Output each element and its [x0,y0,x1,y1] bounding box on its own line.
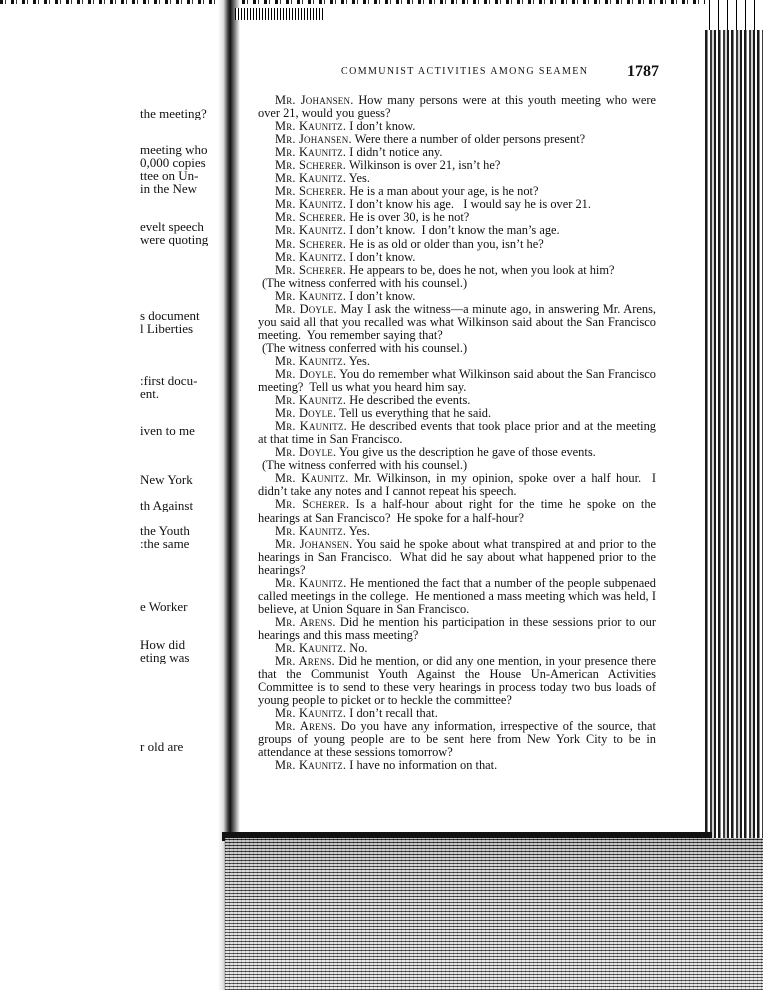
scan-right-edge-top [705,0,763,30]
speaker-name: Mr. Kaunitz. [275,119,347,134]
speaker-name: Mr. Johansen. [275,536,353,551]
speaker-name: Mr. Kaunitz. [275,249,347,264]
testimony-paragraph [258,301,660,342]
speech-text: He is as old or older than you, isn’t he? [346,236,544,251]
speaker-name: Mr. Scherer. [275,158,347,173]
speech-text: I don’t know. [346,119,416,134]
speech-text: (The witness conferred with his counsel.) [262,458,468,473]
page-number: 1787 [627,63,659,80]
speech-text: No. [346,640,368,655]
scan-top-edge [0,0,763,4]
speech-text: I have no information on that. [346,758,498,773]
testimony-paragraph [258,614,660,642]
fragment-line: l Liberties [140,321,194,335]
speaker-name: Mr. Scherer. [275,236,347,251]
left-page-fragment [140,600,218,613]
fragment-line: New York [140,473,193,486]
fragment-line: eting was [140,650,190,664]
testimony-paragraph [258,575,660,616]
speaker-name: Mr. Kaunitz. [275,197,347,212]
running-head: COMMUNIST ACTIVITIES AMONG SEAMEN [341,66,589,77]
fragment-line: e Worker [140,600,188,613]
left-page-fragment [140,638,218,664]
speaker-name: Mr. Kaunitz. [275,171,347,186]
testimony-paragraph [258,497,660,525]
speech-text: (The witness conferred with his counsel.) [262,275,468,290]
testimony-paragraph [258,759,656,772]
fragment-line: ent. [140,386,160,400]
speech-text: You said he spoke about what transpired at and prior to the hearings in San Francisco. What did he say about what happened prior to the hearings? [258,536,660,577]
speech-text: How many persons were at this youth meeting who were over 21, would you guess? [258,93,660,121]
left-page-fragment [140,309,218,335]
fragment-line: the meeting? [140,107,207,120]
fragment-line: the Youth [140,524,190,538]
speech-text: Yes. [346,353,370,368]
testimony-paragraph [258,719,660,760]
fragment-line: meeting who [140,143,208,157]
speech-text: He described the events. [346,393,471,408]
testimony-paragraph [258,471,660,499]
speaker-name: Mr. Arens. [275,719,337,734]
fragment-line: were quoting [140,232,209,246]
left-page-fragment [140,473,218,486]
fragment-line: in the New [140,181,198,195]
fragment-line: 0,000 copies [140,155,206,170]
fragment-line: r old are [140,740,184,753]
fragment-line: s document [140,309,200,323]
fragment-line: How did [140,638,186,652]
left-page-fragment [140,220,218,246]
speech-text: Did he mention, or did any one mention, in your presence there that the Communist Youth Against the House Un-American Activities Committee is to send to these very hearings in process today two bus loads of young people to picket or to heckle the committee? [258,654,660,708]
speech-text: I don’t recall that. [346,706,438,721]
left-page-fragment [140,524,218,550]
speaker-name: Mr. Kaunitz. [275,706,347,721]
speech-text: I don’t know. [346,249,416,264]
speaker-name: Mr. Kaunitz. [275,640,347,655]
left-page-fragment [140,107,218,120]
speech-text: Yes. [346,523,370,538]
testimony-paragraph [258,93,660,121]
speech-text: He is over 30, is he not? [346,210,470,225]
scan-shadow [225,838,763,990]
speaker-name: Mr. Kaunitz. [275,223,347,238]
speaker-name: Mr. Doyle. [275,301,337,316]
fragment-line: :first docu- [140,374,198,388]
left-page-fragment [140,424,218,437]
speaker-name: Mr. Kaunitz. [275,523,347,538]
speech-text: Did he mention his participation in these sessions prior to our hearings and this mass meeting? [258,614,660,642]
speech-text: You give us the description he gave of those events. [336,445,596,460]
testimony-paragraph [258,419,660,447]
speaker-name: Mr. Kaunitz. [275,393,347,408]
speech-text: Wilkinson is over 21, isn’t he? [346,158,501,173]
fragment-line: evelt speech [140,220,204,234]
speech-text: Tell us everything that he said. [336,406,492,421]
speech-text: Yes. [346,171,370,186]
testimony-paragraph [258,366,660,395]
scan-gutter-noise [235,8,325,20]
speech-text: Is a half-hour about right for the time he spoke on the hearings at San Francisco? He spoke for a half-hour? [258,497,660,525]
speech-text: May I ask the witness—a minute ago, in answering Mr. Arens, you said all that you recalled was what Wilkinson said about the San Francisco meeting. You remember saying that? [258,301,660,342]
speech-text: He mentioned the fact that a number of the people subpenaed called meetings in the college. He mentioned a mass meeting which was held, I believe, at Union Square in San Francisco. [258,575,660,616]
speaker-name: Mr. Arens. [275,654,335,669]
left-page-fragment [140,499,218,512]
left-page-fragment [140,740,218,753]
speech-text: Were there a number of older persons present? [351,132,586,147]
left-page-fragment [140,374,218,400]
speaker-name: Mr. Kaunitz. [275,471,349,486]
testimony-paragraph [258,654,660,708]
speaker-name: Mr. Doyle. [275,366,337,381]
left-page-fragment [140,143,218,195]
speech-text: Mr. Wilkinson, in my opinion, spoke over a half hour. I didn’t take any notes and I cannot repeat his speech. [258,471,660,499]
speaker-name: Mr. Arens. [275,614,336,629]
speech-text: I didn’t notice any. [346,145,443,160]
speaker-name: Mr. Doyle. [275,406,337,421]
testimony-text [258,93,660,773]
speaker-name: Mr. Scherer. [275,210,347,225]
speaker-name: Mr. Kaunitz. [275,288,347,303]
speech-text: He appears to be, does he not, when you look at him? [346,262,615,277]
speaker-name: Mr. Scherer. [275,262,347,277]
speech-text: (The witness conferred with his counsel.) [262,340,468,355]
speaker-name: Mr. Kaunitz. [275,419,347,434]
speaker-name: Mr. Kaunitz. [275,145,347,160]
speaker-name: Mr. Kaunitz. [275,353,347,368]
speaker-name: Mr. Scherer. [275,497,350,512]
speaker-name: Mr. Johansen. [275,93,354,107]
speech-text: I don’t know his age. I would say he is over 21. [346,197,591,212]
fragment-line: :the same [140,536,190,550]
fragment-line: th Against [140,499,194,512]
speaker-name: Mr. Scherer. [275,184,347,199]
fragment-line: ttee on Un- [140,168,199,183]
speech-text: I don’t know. [346,288,416,303]
speaker-name: Mr. Kaunitz. [275,575,347,590]
testimony-paragraph [258,536,660,577]
speech-text: You do remember what Wilkinson said about the San Francisco meeting? Tell us what you heard him say. [258,366,660,395]
speaker-name: Mr. Doyle. [275,445,337,460]
speaker-name: Mr. Kaunitz. [275,758,347,773]
speech-text: He is a man about your age, is he not? [346,184,539,199]
speech-text: Do you have any information, irrespective of the source, that groups of young people are to be sent here from New York City to be in attendance at these sessions tomorrow? [258,719,660,760]
fragment-line: iven to me [140,424,195,437]
speech-text: He described events that took place prior and at the meeting at that time in San Francisco. [258,419,660,447]
speaker-name: Mr. Johansen. [275,132,352,147]
speech-text: I don’t know. I don’t know the man’s age. [346,223,560,238]
